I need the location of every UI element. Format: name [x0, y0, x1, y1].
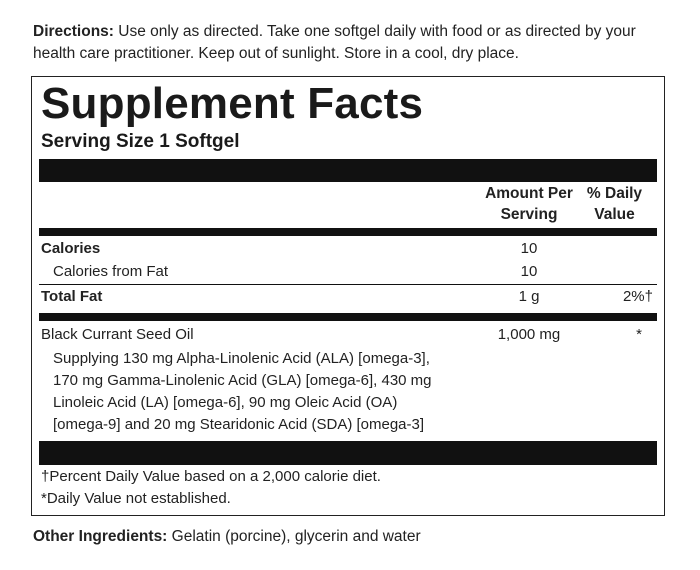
thin-rule [39, 284, 657, 285]
directions-body: Use only as directed. Take one softgel daily with food or as directed by your health care practitioner. Keep out of sunlight. Store in a cool, dry place. [33, 23, 636, 62]
supplying-line: Supplying 130 mg Alpha-Linolenic Acid (ALA) [omega-3], [53, 350, 430, 367]
supplying-line: 170 mg Gamma-Linolenic Acid (GLA) [omega-6], 430 mg [53, 372, 432, 389]
row-calories-name: Calories [41, 240, 101, 257]
thick-bar-top [39, 159, 657, 182]
row-black-currant-name: Black Currant Seed Oil [41, 326, 194, 343]
supplement-facts-panel [31, 76, 665, 516]
row-total-fat-name: Total Fat [41, 288, 103, 305]
dv-header-line1: % Daily [586, 185, 643, 202]
row-calories-amount: 10 [520, 240, 538, 257]
row-total-fat-dv: 2%† [622, 288, 653, 305]
other-ingredients-text: Gelatin (porcine), glycerin and water [167, 528, 421, 545]
row-calories-fat-amount: 10 [520, 263, 538, 280]
row-black-currant-amount: 1,000 mg [497, 326, 561, 343]
footnote-not-established: *Daily Value not established. [41, 490, 231, 507]
row-black-currant-dv: * [636, 326, 642, 343]
directions-label: Directions: [33, 23, 114, 40]
thick-bar-bottom [39, 441, 657, 465]
amount-header-line2: Serving [500, 206, 558, 223]
row-calories-fat-name: Calories from Fat [53, 263, 169, 280]
thick-rule-middle [39, 313, 657, 321]
dv-header-line2: Value [594, 206, 635, 223]
supplying-line: Linoleic Acid (LA) [omega-6], 90 mg Oleic Acid (OA) [53, 394, 398, 411]
serving-size: Serving Size 1 Softgel [41, 131, 240, 152]
row-total-fat-amount: 1 g [518, 288, 540, 305]
other-ingredients [33, 527, 421, 547]
other-ingredients-label: Other Ingredients: [33, 528, 168, 545]
thick-rule-header [39, 228, 657, 236]
amount-header-line1: Amount Per [485, 185, 573, 202]
footnote-dv: †Percent Daily Value based on a 2,000 calorie diet. [41, 468, 381, 485]
panel-title: Supplement Facts [41, 79, 424, 128]
supplying-line: [omega-9] and 20 mg Stearidonic Acid (SDA) [omega-3] [53, 416, 425, 433]
directions-text [33, 21, 673, 65]
